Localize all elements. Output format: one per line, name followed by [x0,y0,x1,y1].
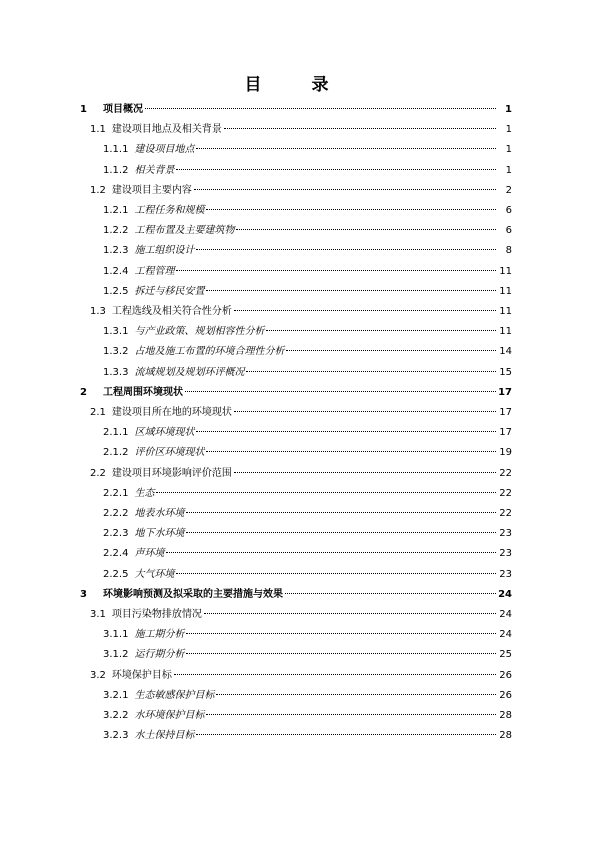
dot-leader [176,169,496,170]
toc-entry-page: 1 [505,124,512,136]
toc-entry[interactable] [90,406,512,420]
toc-entry-page: 22 [499,467,512,479]
dot-leader [176,573,496,574]
toc-entry[interactable] [103,426,512,440]
toc-entry-label: 工程布置及主要建筑物 [134,225,235,237]
toc-entry-number: 2.2.4 [103,548,129,560]
toc-entry-label: 相关背景 [134,164,175,176]
toc-entry-number: 1.2 [90,184,106,196]
toc-entry-label: 拆迁与移民安置 [134,285,205,297]
toc-entry-page: 11 [499,306,512,317]
toc-entry-number: 1.3.3 [103,366,129,378]
dot-leader [186,512,496,513]
toc-entry-number: 1.1.1 [103,144,129,156]
toc-entry-number: 2.1.1 [103,427,129,439]
dot-leader [234,472,496,473]
toc-entry[interactable] [103,265,512,279]
toc-entry-page: 11 [499,285,512,297]
dot-leader [186,633,496,634]
toc-entry-page: 11 [499,265,512,277]
toc-entry[interactable] [90,123,512,137]
toc-entry[interactable] [90,305,512,319]
toc-entry[interactable] [103,345,512,359]
dot-leader [145,108,496,109]
toc-entry-page: 26 [499,689,512,701]
toc-entry-label: 工程管理 [134,265,175,277]
toc-entry-page: 24 [499,629,512,641]
toc-entry-label: 工程周围环境现状 [102,386,183,398]
toc-entry-label: 地下水环境 [134,528,185,540]
toc-entry-number: 1.2.1 [103,205,129,216]
dot-leader [194,189,496,190]
toc-entry-page: 17 [499,427,512,439]
dot-leader [156,492,496,493]
toc-entry-label: 工程选线及相关符合性分析 [111,306,232,317]
toc-entry-label: 生态 [134,487,155,499]
dot-leader [196,431,496,432]
dot-leader [234,411,496,412]
toc-entry[interactable] [103,224,512,238]
dot-leader [224,128,496,129]
toc-entry[interactable] [103,547,512,561]
dot-leader [186,653,496,654]
toc-entry[interactable] [80,103,512,117]
dot-leader [206,209,496,210]
toc-entry[interactable] [90,467,512,481]
toc-entry-page: 23 [499,568,512,580]
toc-entry-number: 3.1 [90,609,106,620]
toc-entry-number: 3.2.2 [103,710,129,721]
toc-entry-page: 1 [505,104,512,115]
toc-entry-number: 1.2.2 [103,225,129,237]
dot-leader [204,613,496,614]
toc-entry-number: 3.2.1 [103,689,129,701]
toc-entry-number: 2 [80,386,87,398]
toc-entry-number: 2.2.5 [103,568,129,580]
dot-leader [196,249,496,250]
toc-entry-label: 与产业政策、规划相容性分析 [134,326,265,338]
toc-entry-label: 区域环境现状 [134,427,195,439]
dot-leader [174,674,496,675]
toc-entry-page: 17 [499,407,512,418]
toc-entry[interactable] [103,325,512,339]
toc-entry-page: 19 [499,447,512,459]
toc-entry[interactable] [90,608,512,622]
toc-entry-page: 24 [498,588,512,600]
toc-entry-label: 建设项目环境影响评价范围 [111,467,232,479]
dot-leader [246,371,496,372]
dot-leader [216,694,496,695]
dot-leader [206,290,496,291]
toc-entry-label: 建设项目主要内容 [111,184,192,196]
toc-entry[interactable] [103,285,512,299]
toc-entry-label: 占地及施工布置的环境合理性分析 [134,346,285,358]
toc-entry-page: 28 [499,710,512,721]
toc-entry-label: 环境保护目标 [111,669,172,681]
toc-entry-page: 8 [505,245,512,257]
toc-entry-number: 1.2.3 [103,245,129,257]
toc-entry-label: 评价区环境现状 [134,447,205,459]
toc-entry-number: 1 [80,104,87,115]
toc-entry[interactable] [103,366,512,380]
toc-entry[interactable] [103,244,512,258]
toc-entry-number: 1.2.5 [103,285,129,297]
dot-leader [196,148,496,149]
toc-entry-label: 施工组织设计 [134,245,195,257]
toc-entry-page: 25 [499,649,512,661]
dot-leader [266,330,496,331]
toc-entry[interactable] [103,446,512,460]
toc-entry-label: 项目污染物排放情况 [111,609,202,620]
toc-entry[interactable] [103,487,512,501]
toc-entry-label: 建设项目地点及相关背景 [111,124,222,136]
dot-leader [185,391,496,392]
toc-entry-page: 2 [505,184,512,196]
toc-entry-page: 15 [499,366,512,378]
toc-entry-number: 1.2.4 [103,265,129,277]
dot-leader [186,532,496,533]
toc-entry-label: 水环境保护目标 [134,710,205,721]
toc-entry-number: 2.2.1 [103,487,129,499]
toc-entry-label: 声环境 [134,548,165,560]
toc-entry-label: 建设项目所在地的环境现状 [111,407,232,418]
toc-entry-page: 22 [499,487,512,499]
toc-title: 目 录 [244,75,351,95]
toc-entry-number: 1.1 [90,124,106,136]
toc-entry-number: 1.1.2 [103,164,129,176]
toc-entry-page: 14 [499,346,512,358]
toc-entry-page: 23 [499,528,512,540]
toc-entry[interactable] [103,729,512,743]
dot-leader [166,552,496,553]
toc-entry-page: 26 [499,669,512,681]
toc-entry-page: 1 [505,144,512,156]
dot-leader [206,714,496,715]
toc-entry-label: 流域规划及规划环评概况 [134,366,245,378]
toc-entry-page: 28 [499,730,512,742]
toc-entry-label: 施工期分析 [134,629,185,641]
toc-entry[interactable] [90,669,512,683]
toc-entry[interactable] [103,628,512,642]
toc-entry[interactable] [80,588,512,602]
toc-entry[interactable] [103,689,512,703]
toc-entry-number: 2.1.2 [103,447,129,459]
toc-entry[interactable] [103,648,512,662]
toc-entry-page: 23 [499,548,512,560]
toc-entry-number: 3.1.1 [103,629,129,641]
toc-entry-page: 24 [499,609,512,620]
toc-entry-number: 1.3 [90,306,106,317]
toc-entry-label: 建设项目地点 [134,144,195,156]
toc-entry[interactable] [103,709,512,723]
dot-leader [234,310,496,311]
toc-entry-number: 2.2 [90,467,106,479]
toc-entry[interactable] [103,164,512,178]
toc-entry-label: 环境影响预测及拟采取的主要措施与效果 [102,588,283,600]
toc-entry-label: 项目概况 [102,104,143,115]
toc-entry-number: 2.2.3 [103,528,129,540]
toc-entry[interactable] [103,527,512,541]
toc-entry-number: 3.2 [90,669,106,681]
toc-entry-label: 水土保持目标 [134,730,195,742]
toc-entry-number: 3.2.3 [103,730,129,742]
toc-entry[interactable] [103,507,512,521]
dot-leader [176,270,496,271]
toc-entry-page: 6 [505,205,512,216]
toc-entry-label: 大气环境 [134,568,175,580]
toc-entry-page: 17 [498,386,512,398]
toc-entry-number: 3 [80,588,87,600]
toc-entry-number: 3.1.2 [103,649,129,661]
toc-entry-page: 22 [499,508,512,519]
toc-entry-number: 1.3.2 [103,346,129,358]
toc-entry-page: 1 [505,164,512,176]
toc-entry-page: 11 [499,326,512,338]
toc-entry[interactable] [103,143,512,157]
toc-entry[interactable] [80,386,512,400]
dot-leader [286,350,496,351]
dot-leader [206,451,496,452]
toc-entry-page: 6 [505,225,512,237]
dot-leader [285,593,496,594]
toc-entry[interactable] [103,204,512,218]
toc-entry-number: 1.3.1 [103,326,129,338]
dot-leader [196,734,496,735]
toc-entry[interactable] [90,184,512,198]
toc-entry-label: 地表水环境 [134,508,185,519]
toc-entry[interactable] [103,568,512,582]
toc-entry-label: 工程任务和规模 [134,205,205,216]
toc-entry-label: 运行期分析 [134,649,185,661]
toc-entry-label: 生态敏感保护目标 [134,689,215,701]
toc-entry-number: 2.1 [90,407,106,418]
toc-entry-number: 2.2.2 [103,508,129,519]
dot-leader [236,229,496,230]
